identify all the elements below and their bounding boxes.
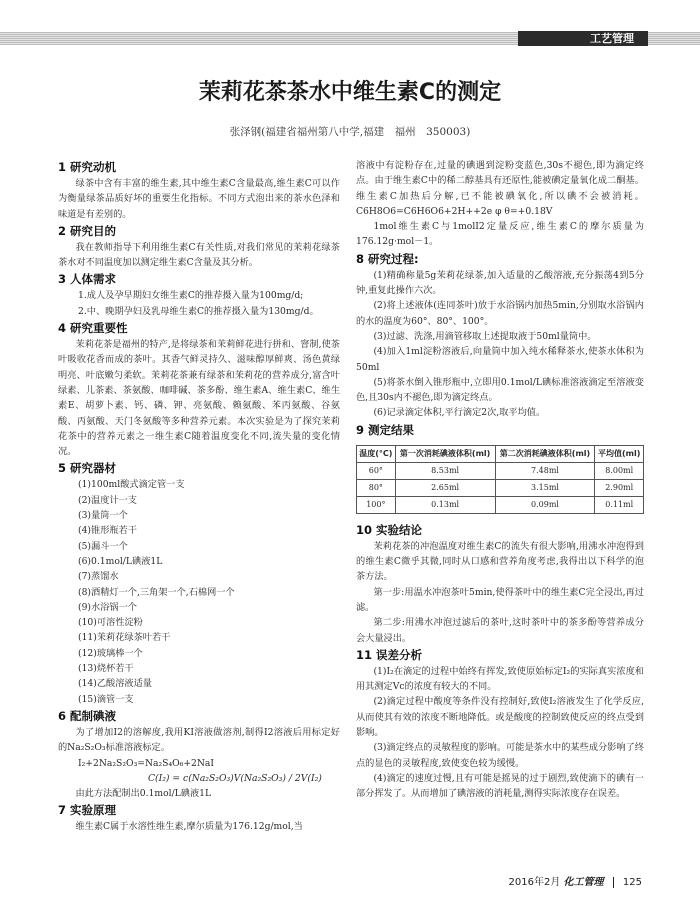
table-header-row [357,445,644,462]
section-heading: 8 研究过程: [356,251,419,266]
equipment-item: (3)量筒一个 [78,510,128,522]
paragraph: (2)滴定过程中酸度等条件没有控制好,致使I₂溶液发生了化学反应,从而使其有效的浓度不断地降低。或是酸度的控制致使反应的终点受到影响。 [356,696,644,739]
footer-divider [613,877,614,888]
equipment-item: (11)茉莉花绿茶叶若干 [78,632,171,644]
table-cell: 80° [357,479,396,496]
equipment-item: (2)温度计一支 [78,494,137,506]
table-cell: 0.13ml [395,496,495,513]
equipment-item: (4)锥形瓶若干 [78,525,137,537]
list-item: 2.中、晚期孕妇及乳母维生素C的推荐摄入量为130mg/d。 [78,305,319,317]
equipment-item: (1)100ml酸式滴定管一支 [78,479,185,491]
equipment-item: (14)乙酸溶液适量 [78,678,152,690]
procedure-step: (2)将上述液体(连同茶叶)放于水浴锅内加热5min,分别取水浴锅内的水的温度为60°、80°、100°。 [356,300,644,327]
section-heading: 2 研究目的 [58,223,117,238]
paragraph: 第二步:用沸水冲泡过滤后的茶叶,这时茶叶中的茶多酚等营养成分会大量浸出。 [356,617,644,644]
table-cell: 2.90ml [595,479,644,496]
table-cell: 100° [357,496,396,513]
procedure-step: (3)过滤、洗涤,用滴管移取上述提取液于50ml量筒中。 [373,330,597,342]
table-cell: 8.53ml [395,462,495,479]
procedure-step: (6)记录滴定体积,平行滴定2次,取平均值。 [373,407,546,419]
reaction-equation: I₂+2Na₂S₂O₃=Na₂S₄O₆+2NaI [78,757,215,769]
paragraph: 1mol维生素C与1molI2定量反应,维生素C的摩尔质量为176.12g·mol－1。 [356,221,644,248]
table-cell: 0.11ml [595,496,644,513]
table-cell: 8.00ml [595,462,644,479]
left-column [58,158,340,835]
table-row [357,462,644,479]
equipment-item: (8)酒精灯一个,三角架一个,石棉网一个 [78,586,235,598]
paragraph: 由此方法配制出0.1mol/L碘液1L [75,788,212,800]
table-cell: 2.65ml [395,479,495,496]
equipment-item: (10)可溶性淀粉 [78,617,143,629]
equipment-item: (6)0.1mol/L碘液1L [78,555,163,567]
table-row [357,496,644,513]
journal-name: 化工管理 [563,877,604,888]
section-heading: 3 人体需求 [58,272,117,287]
concentration-formula: C(I₂) = c(Na₂S₂O₃)V(Na₂S₂O₃) / 2V(I₂) [148,772,322,784]
table-cell: 3.15ml [495,479,595,496]
paragraph: 第一步:用温水冲泡茶叶5min,使得茶叶中的维生素C完全浸出,再过滤。 [356,586,644,613]
right-column [356,158,644,802]
equipment-item: (5)漏斗一个 [78,540,128,552]
procedure-step: (5)将茶水倒入锥形瓶中,立即用0.1mol/L碘标准溶液滴定至溶液变色,且30s内不褪色,即为滴定终点。 [356,376,644,404]
section-heading: 10 实验结论 [356,522,423,537]
section-heading: 6 配制碘液 [58,708,117,723]
table-cell: 0.09ml [495,496,595,513]
paragraph: 我在教师指导下利用维生素C有关性质,对我们常见的茉莉花绿茶茶水对不同温度加以测定维生素C含量及其分析。 [58,241,340,269]
procedure-step: (4)加入1ml淀粉溶液后,向量筒中加入纯水稀释茶水,使茶水体积为50ml [356,346,644,373]
list-item: 1.成人及孕早期妇女维生素C的推荐摄入量为100mg/d; [78,290,304,302]
page-number: 125 [622,877,642,888]
paragraph: 溶液中有淀粉存在,过量的碘遇到淀粉变蓝色,30s不褪色,即为滴定终点。由于维生素C中的稀二醇基具有还原性,能被碘定量氧化成二酮基。维生素C加热后分解,已不能被碘氧化,所以碘不会被消耗。C6H8O6=C6H6O6+2H++2e φ θ=+0.18V [356,160,644,217]
article-title: 茉莉花茶茶水中维生素C的测定 [198,80,502,105]
table-cell: 60° [357,462,396,479]
table-header: 温度(°C) [357,445,396,462]
equipment-item: (12)玻璃棒一个 [78,647,143,659]
paragraph: 为了增加I2的溶解度,我用KI溶液做溶剂,制得I2溶液后用标定好的Na₂S₂O₃标准溶液标定。 [58,726,340,754]
table-cell: 7.48ml [495,462,595,479]
paragraph: 维生素C属于水溶性维生素,摩尔质量为176.12g/mol,当 [75,821,303,833]
page-footer [509,873,642,888]
procedure-step: (1)精确称量5g茉莉花绿茶,加入适量的乙酸溶液,充分振荡4到5分钟,重复此操作六次。 [356,269,644,297]
table-header: 第一次消耗碘液体积(ml) [395,445,495,462]
section-heading: 1 研究动机 [58,160,117,174]
equipment-item: (7)蒸馏水 [78,571,119,583]
section-heading: 11 误差分析 [356,647,423,662]
section-heading: 4 研究重要性 [58,321,128,336]
section-tag: 工艺管理 [518,31,648,46]
section-heading: 9 测定结果 [356,422,415,437]
table-row [357,479,644,496]
table-header: 平均值(ml) [595,445,644,462]
paragraph: (1)I₂在滴定的过程中始终有挥发,致使原始标定I₂的实际真实浓度和用其测定Vc的浓度有较大的不同。 [356,665,644,693]
issue-date: 2016年2月 [508,877,561,888]
paragraph: 茉莉花茶的冲泡温度对维生素C的流失有很大影响,用沸水冲泡得到的维生素C微乎其微,同时从口感和营养角度考虑,我得出以下科学的泡茶方法。 [356,540,644,583]
paragraph: 茉莉花茶是福州的特产,是将绿茶和茉莉鲜花进行拼和、窨制,使茶叶吸收花香而成的茶叶。其香气鲜灵持久、滋味醇厚鲜爽、汤色黄绿明亮、叶底嫩匀柔软。茉莉花茶兼有绿茶和茉莉花的营养成分,富含叶绿素、儿茶素、茶氨酸、咖啡碱、茶多酚、维生素A、维生素C、维生素E、胡萝卜素、钙、磷、钾、亮氨酸、赖氨酸、苯丙氨酸、谷氨酸、丙氨酸、天门冬氨酸等多种营养元素。本次实验是为了探究茉莉花茶中的营养元素之一维生素C随着温度变化不同,流失量的变化情况。 [58,339,340,458]
section-heading: 7 实验原理 [58,803,117,818]
equipment-item: (15)滴管一支 [78,693,134,705]
equipment-item: (13)烧杯若干 [78,663,134,675]
table-header: 第二次消耗碘液体积(ml) [495,445,595,462]
section-heading: 5 研究器材 [58,461,117,476]
author-line: 张泽钢(福建省福州第八中学,福建 福州 350003) [229,126,471,138]
equipment-item: (9)水浴锅一个 [78,601,137,613]
paragraph: (4)滴定的速度过慢,且有可能是摇晃的过于剧烈,致使滴下的碘有一部分挥发了。从而增加了碘溶液的消耗量,测得实际浓度存在误差。 [356,772,644,800]
paragraph: (3)滴定终点的灵敏程度的影响。可能是茶水中的某些成分影响了终点的显色的灵敏程度,致使变色较为缓慢。 [356,742,644,769]
results-table [356,445,644,514]
paragraph: 绿茶中含有丰富的维生素,其中维生素C含量最高,维生素C可以作为衡量绿茶品质好坏的重要生化指标。不同方式泡出来的茶水色泽和味道是有差别的。 [58,178,340,220]
